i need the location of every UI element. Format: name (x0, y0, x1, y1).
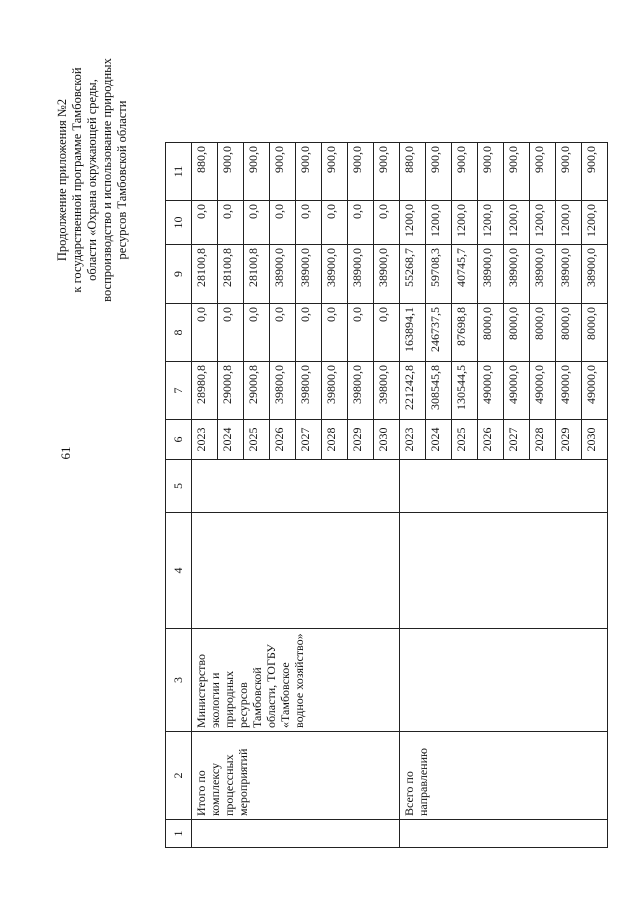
local-cell: 1200,0 (530, 201, 556, 245)
other-cell: 900,0 (530, 143, 556, 201)
total-cell: 49000,0 (556, 362, 582, 420)
table-row (400, 143, 426, 848)
total-cell: 29000,8 (218, 362, 244, 420)
index-cell (192, 820, 400, 848)
column-header: 7 (166, 362, 192, 420)
year-cell: 2025 (244, 420, 270, 460)
heading-line: области «Охрана окружающей среды, (85, 79, 99, 281)
column-header: 3 (166, 629, 192, 732)
regional-cell: 38900,0 (348, 245, 374, 304)
year-cell: 2027 (296, 420, 322, 460)
local-cell: 1200,0 (452, 201, 478, 245)
federal-cell: 8000,0 (504, 304, 530, 362)
column5-cell (400, 460, 608, 513)
regional-cell: 55268,7 (400, 245, 426, 304)
year-cell: 2024 (426, 420, 452, 460)
regional-cell: 40745,7 (452, 245, 478, 304)
heading-line: ресурсов Тамбовской области (115, 100, 129, 260)
table-row (192, 143, 218, 848)
regional-cell: 38900,0 (296, 245, 322, 304)
column-header: 2 (166, 732, 192, 820)
local-cell: 0,0 (322, 201, 348, 245)
total-cell: 39800,0 (348, 362, 374, 420)
column-header: 10 (166, 201, 192, 245)
local-cell: 1200,0 (400, 201, 426, 245)
local-cell: 0,0 (218, 201, 244, 245)
local-cell: 1200,0 (582, 201, 608, 245)
year-cell: 2029 (556, 420, 582, 460)
regional-cell: 38900,0 (582, 245, 608, 304)
regional-cell: 59708,3 (426, 245, 452, 304)
total-cell: 49000,0 (504, 362, 530, 420)
total-cell: 29000,8 (244, 362, 270, 420)
year-cell: 2026 (270, 420, 296, 460)
year-cell: 2023 (192, 420, 218, 460)
regional-cell: 38900,0 (322, 245, 348, 304)
budget-table (165, 142, 608, 848)
other-cell: 900,0 (452, 143, 478, 201)
year-cell: 2028 (530, 420, 556, 460)
federal-cell: 0,0 (270, 304, 296, 362)
local-cell: 0,0 (296, 201, 322, 245)
column-header: 11 (166, 143, 192, 201)
local-cell: 0,0 (270, 201, 296, 245)
regional-cell: 38900,0 (504, 245, 530, 304)
heading-line: воспроизводство и использование природных (100, 58, 114, 302)
federal-cell: 0,0 (218, 304, 244, 362)
other-cell: 900,0 (348, 143, 374, 201)
column-header: 1 (166, 820, 192, 848)
year-cell: 2030 (582, 420, 608, 460)
column-header: 8 (166, 304, 192, 362)
year-cell: 2023 (400, 420, 426, 460)
responsible-cell: Министерство экологии и природных ресурсов Тамбовской области, ТОГБУ «Тамбовское водное хозяйство» (192, 629, 400, 732)
regional-cell: 38900,0 (374, 245, 400, 304)
federal-cell: 0,0 (244, 304, 270, 362)
column-header: 4 (166, 513, 192, 629)
other-cell: 900,0 (374, 143, 400, 201)
federal-cell: 8000,0 (582, 304, 608, 362)
total-cell: 39800,0 (270, 362, 296, 420)
year-cell: 2027 (504, 420, 530, 460)
total-cell: 49000,0 (478, 362, 504, 420)
federal-cell: 87698,8 (452, 304, 478, 362)
year-cell: 2028 (322, 420, 348, 460)
total-cell: 39800,0 (296, 362, 322, 420)
column-header: 9 (166, 245, 192, 304)
total-cell: 39800,0 (374, 362, 400, 420)
year-cell: 2029 (348, 420, 374, 460)
other-cell: 900,0 (426, 143, 452, 201)
year-cell: 2025 (452, 420, 478, 460)
other-cell: 900,0 (556, 143, 582, 201)
total-cell: 49000,0 (530, 362, 556, 420)
heading-line: Продолжение приложения №2 (55, 98, 69, 262)
year-cell: 2026 (478, 420, 504, 460)
appendix-heading (55, 15, 130, 345)
name-cell: Всего по направлению (400, 732, 608, 820)
federal-cell: 0,0 (296, 304, 322, 362)
local-cell: 1200,0 (556, 201, 582, 245)
regional-cell: 28100,8 (244, 245, 270, 304)
other-cell: 880,0 (400, 143, 426, 201)
page-number: 61 (58, 446, 73, 460)
year-cell: 2024 (218, 420, 244, 460)
local-cell: 0,0 (192, 201, 218, 245)
regional-cell: 38900,0 (556, 245, 582, 304)
other-cell: 900,0 (478, 143, 504, 201)
responsible-cell (400, 629, 608, 732)
column-number-row (166, 143, 192, 848)
federal-cell: 8000,0 (530, 304, 556, 362)
regional-cell: 38900,0 (530, 245, 556, 304)
federal-cell: 163894,1 (400, 304, 426, 362)
federal-cell: 8000,0 (556, 304, 582, 362)
column-header: 5 (166, 460, 192, 513)
local-cell: 0,0 (348, 201, 374, 245)
total-cell: 130544,5 (452, 362, 478, 420)
heading-line: к государственной программе Тамбовской (70, 67, 84, 293)
other-cell: 900,0 (582, 143, 608, 201)
column-header: 6 (166, 420, 192, 460)
federal-cell: 0,0 (192, 304, 218, 362)
total-cell: 28980,8 (192, 362, 218, 420)
local-cell: 0,0 (374, 201, 400, 245)
column5-cell (192, 460, 400, 513)
federal-cell: 0,0 (374, 304, 400, 362)
local-cell: 1200,0 (426, 201, 452, 245)
total-cell: 49000,0 (582, 362, 608, 420)
other-cell: 900,0 (218, 143, 244, 201)
local-cell: 1200,0 (478, 201, 504, 245)
other-cell: 900,0 (322, 143, 348, 201)
name-cell: Итого по комплексу процессных мероприятий (192, 732, 400, 820)
total-cell: 308545,8 (426, 362, 452, 420)
federal-cell: 8000,0 (478, 304, 504, 362)
other-cell: 900,0 (244, 143, 270, 201)
other-cell: 900,0 (270, 143, 296, 201)
result-cell (192, 513, 400, 629)
total-cell: 39800,0 (322, 362, 348, 420)
year-cell: 2030 (374, 420, 400, 460)
regional-cell: 28100,8 (218, 245, 244, 304)
federal-cell: 246737,5 (426, 304, 452, 362)
federal-cell: 0,0 (322, 304, 348, 362)
regional-cell: 38900,0 (478, 245, 504, 304)
local-cell: 1200,0 (504, 201, 530, 245)
result-cell (400, 513, 608, 629)
other-cell: 900,0 (296, 143, 322, 201)
local-cell: 0,0 (244, 201, 270, 245)
index-cell (400, 820, 608, 848)
regional-cell: 38900,0 (270, 245, 296, 304)
total-cell: 221242,8 (400, 362, 426, 420)
other-cell: 900,0 (504, 143, 530, 201)
regional-cell: 28100,8 (192, 245, 218, 304)
other-cell: 880,0 (192, 143, 218, 201)
federal-cell: 0,0 (348, 304, 374, 362)
